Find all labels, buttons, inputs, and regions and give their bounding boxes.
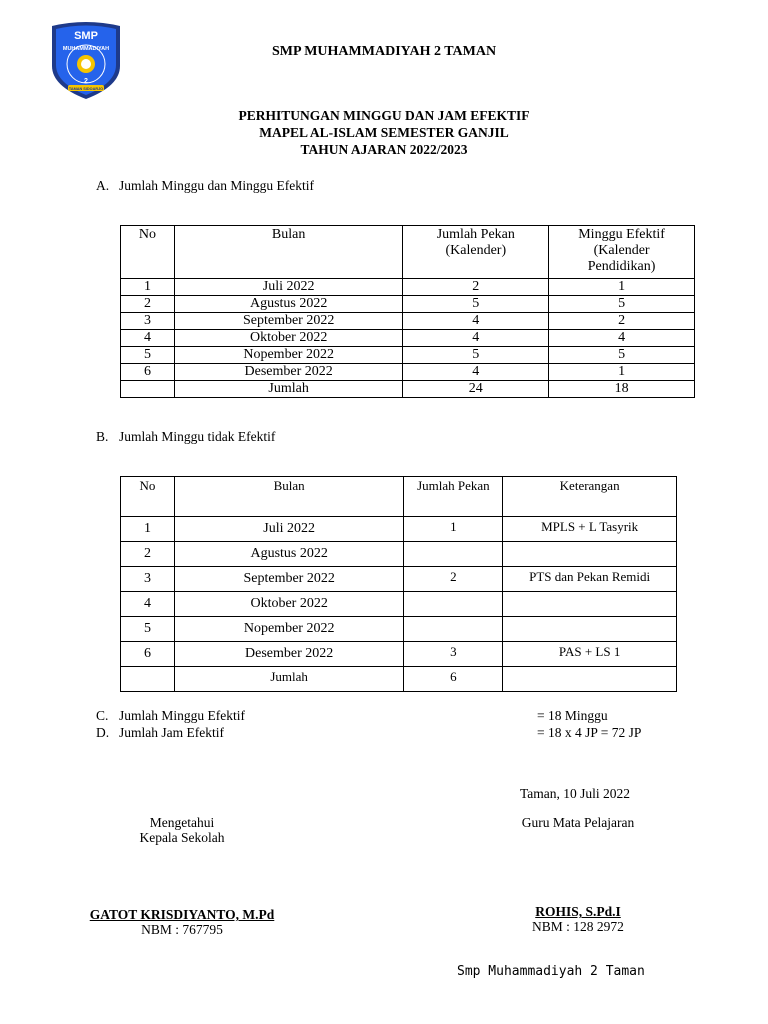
cell-pekan: 3 [404, 642, 503, 667]
cell-no: 1 [121, 279, 175, 296]
table-total-row [121, 667, 677, 692]
cell-efektif: 1 [549, 279, 695, 296]
col-header-line: (Kalender) [445, 243, 507, 258]
table-row [121, 330, 695, 347]
col-header-bulan: Bulan [174, 226, 403, 279]
cell-total-pekan: 24 [403, 381, 549, 398]
left-signature-line2: Kepala Sekolah [139, 830, 225, 845]
section-a-letter: A. [96, 178, 110, 193]
title-line-2: MAPEL AL-ISLAM SEMESTER GANJIL [259, 125, 509, 140]
cell-keterangan [503, 592, 677, 617]
logo-sun-core [81, 59, 91, 69]
cell-total-efektif: 18 [549, 381, 695, 398]
title-line-1: PERHITUNGAN MINGGU DAN JAM EFEKTIF [238, 108, 530, 123]
title-line-3: TAHUN AJARAN 2022/2023 [300, 142, 468, 157]
left-signature-line1: Mengetahui [149, 815, 215, 830]
left-signatory-id: NBM : 767795 [141, 922, 223, 937]
section-d-value: = 18 x 4 JP = 72 JP [537, 725, 642, 740]
table-header-row [121, 226, 695, 279]
cell-keterangan [503, 542, 677, 567]
cell-no: 5 [121, 617, 175, 642]
section-b-title: Jumlah Minggu tidak Efektif [119, 429, 276, 444]
section-a-title: Jumlah Minggu dan Minggu Efektif [119, 178, 314, 193]
cell-bulan: September 2022 [174, 567, 404, 592]
section-c-label: Jumlah Minggu Efektif [119, 708, 245, 723]
cell-total-pekan: 6 [404, 667, 503, 692]
col-header-jumlah-pekan [403, 226, 549, 279]
cell-pekan: 4 [403, 313, 549, 330]
col-header-bulan: Bulan [174, 477, 404, 517]
cell-bulan: Oktober 2022 [174, 330, 403, 347]
section-d-label: Jumlah Jam Efektif [119, 725, 224, 740]
cell-no: 4 [121, 592, 175, 617]
logo-number: 2 [84, 78, 88, 85]
cell-keterangan [503, 617, 677, 642]
logo-top-text: SMP [74, 30, 98, 42]
cell-bulan: Agustus 2022 [174, 542, 404, 567]
right-signature-role: Guru Mata Pelajaran [521, 815, 635, 830]
cell-pekan: 2 [404, 567, 503, 592]
cell-pekan: 4 [403, 330, 549, 347]
cell-pekan: 4 [403, 364, 549, 381]
cell-pekan [404, 542, 503, 567]
cell-pekan: 5 [403, 347, 549, 364]
cell-bulan: Nopember 2022 [174, 617, 404, 642]
cell-keterangan [503, 667, 677, 692]
cell-no: 5 [121, 347, 175, 364]
cell-efektif: 5 [549, 347, 695, 364]
table-header-row [121, 477, 677, 517]
cell-pekan: 1 [404, 517, 503, 542]
table-row [121, 642, 677, 667]
school-logo [48, 20, 124, 100]
school-name: SMP MUHAMMADIYAH 2 TAMAN [271, 44, 497, 59]
logo-ring-text: MUHAMMADIYAH [62, 46, 110, 52]
col-header-line: Pendidikan) [587, 259, 656, 274]
cell-bulan: Agustus 2022 [174, 296, 403, 313]
cell-keterangan: MPLS + L Tasyrik [503, 517, 677, 542]
cell-no: 2 [121, 542, 175, 567]
table-row [121, 617, 677, 642]
section-d-letter: D. [96, 725, 110, 740]
cell-no: 1 [121, 517, 175, 542]
table-total-row [121, 381, 695, 398]
cell-no: 3 [121, 567, 175, 592]
table-row [121, 592, 677, 617]
cell-bulan: Nopember 2022 [174, 347, 403, 364]
place-date: Taman, 10 Juli 2022 [520, 786, 631, 801]
cell-efektif: 5 [549, 296, 695, 313]
col-header-jumlah-pekan: Jumlah Pekan [404, 477, 503, 517]
table-row [121, 517, 677, 542]
cell-efektif: 1 [549, 364, 695, 381]
logo-ribbon-text: TAMAN SIDOARJO [68, 86, 104, 91]
right-signatory-id: NBM : 128 2972 [532, 919, 624, 934]
cell-pekan: 5 [403, 296, 549, 313]
cell-pekan [404, 592, 503, 617]
col-header-no: No [121, 226, 175, 279]
cell-no: 6 [121, 364, 175, 381]
col-header-no: No [121, 477, 175, 517]
cell-total-label: Jumlah [174, 667, 404, 692]
cell-keterangan: PTS dan Pekan Remidi [503, 567, 677, 592]
cell-bulan: Oktober 2022 [174, 592, 404, 617]
right-signatory-name: ROHIS, S.Pd.I [535, 904, 621, 919]
table-row [121, 296, 695, 313]
table-row [121, 364, 695, 381]
left-signatory-name: GATOT KRISDIYANTO, M.Pd [89, 907, 275, 922]
cell-no: 3 [121, 313, 175, 330]
col-header-line: Jumlah Pekan [436, 227, 515, 242]
cell-no [121, 667, 175, 692]
col-header-keterangan: Keterangan [503, 477, 677, 517]
col-header-line: Minggu Efektif [578, 227, 665, 242]
table-minggu-efektif [120, 225, 695, 398]
cell-no: 2 [121, 296, 175, 313]
table-row [121, 567, 677, 592]
table-row [121, 313, 695, 330]
table-minggu-tidak-efektif [120, 476, 677, 692]
cell-no: 6 [121, 642, 175, 667]
cell-bulan: Juli 2022 [174, 517, 404, 542]
cell-bulan: September 2022 [174, 313, 403, 330]
section-c-value: = 18 Minggu [537, 708, 608, 723]
cell-no [121, 381, 175, 398]
cell-pekan: 2 [403, 279, 549, 296]
cell-bulan: Desember 2022 [174, 364, 403, 381]
cell-efektif: 4 [549, 330, 695, 347]
table-row [121, 347, 695, 364]
cell-pekan [404, 617, 503, 642]
section-b-letter: B. [96, 429, 109, 444]
cell-total-label: Jumlah [174, 381, 403, 398]
cell-bulan: Juli 2022 [174, 279, 403, 296]
cell-efektif: 2 [549, 313, 695, 330]
col-header-line: (Kalender [593, 243, 650, 258]
cell-keterangan: PAS + LS 1 [503, 642, 677, 667]
table-row [121, 542, 677, 567]
section-c-letter: C. [96, 708, 109, 723]
table-row [121, 279, 695, 296]
footer-text: Smp Muhammadiyah 2 Taman [457, 964, 645, 979]
col-header-minggu-efektif [549, 226, 695, 279]
cell-no: 4 [121, 330, 175, 347]
cell-bulan: Desember 2022 [174, 642, 404, 667]
